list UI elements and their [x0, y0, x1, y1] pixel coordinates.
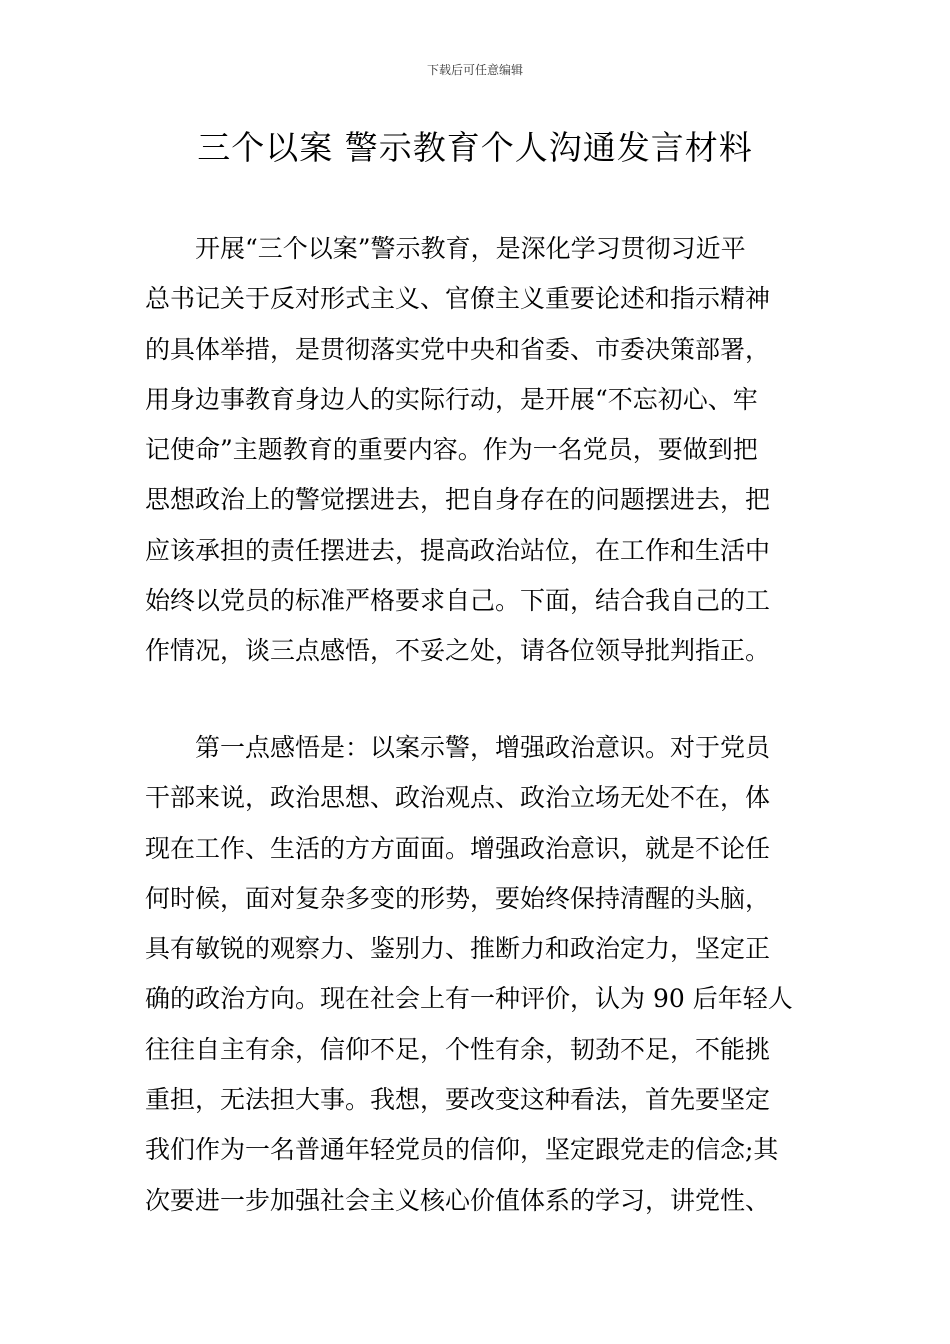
- paragraph-line: 的具体举措，是贯彻落实党中央和省委、市委决策部署，: [145, 334, 771, 364]
- paragraph-line: 确的政治方向。现在社会上有一种评价，认为 90 后年轻人: [145, 984, 793, 1014]
- paragraph-line: 何时候，面对复杂多变的形势，要始终保持清醒的头脑，: [145, 883, 771, 913]
- paragraph-line: 具有敏锐的观察力、鉴别力、推断力和政治定力，坚定正: [145, 934, 771, 964]
- paragraph-line: 开展“三个以案”警示教育，是深化学习贯彻习近平: [145, 234, 746, 263]
- paragraph-line: 重担，无法担大事。我想，要改变这种看法，首先要坚定: [145, 1085, 771, 1115]
- document-title: 三个以案 警示教育个人沟通发言材料: [197, 128, 753, 167]
- paragraph-line: 记使命”主题教育的重要内容。作为一名党员，要做到把: [145, 435, 758, 465]
- paragraph-line: 应该承担的责任摆进去，提高政治站位，在工作和生活中: [145, 535, 771, 565]
- paragraph-line: 我们作为一名普通年轻党员的信仰，坚定跟党走的信念;其: [145, 1135, 779, 1165]
- paragraph-line: 作情况，谈三点感悟，不妥之处，请各位领导批判指正。: [145, 636, 771, 666]
- paragraph-line: 次要进一步加强社会主义核心价值体系的学习，讲党性、: [145, 1185, 771, 1215]
- paragraph-intro: [145, 224, 810, 677]
- paragraph-line: 往往自主有余，信仰不足，个性有余，韧劲不足，不能挑: [145, 1034, 771, 1064]
- paragraph-line: 始终以党员的标准严格要求自己。下面，结合我自己的工: [145, 586, 771, 616]
- header-note: 下载后可任意编辑: [426, 63, 523, 77]
- paragraph-line: 用身边事教育身边人的实际行动，是开展“不忘初心、牢: [145, 384, 758, 414]
- paragraph-line: 总书记关于反对形式主义、官僚主义重要论述和指示精神: [145, 284, 771, 314]
- paragraph-line: 思想政治上的警觉摆进去，把自身存在的问题摆进去，把: [145, 485, 771, 515]
- paragraph-line: 现在工作、生活的方方面面。增强政治意识，就是不论任: [145, 833, 771, 863]
- paragraph-line: 干部来说，政治思想、政治观点、政治立场无处不在，体: [145, 783, 771, 813]
- paragraph-first-insight: [145, 723, 810, 1226]
- paragraph-line: 第一点感悟是：以案示警，增强政治意识。对于党员: [145, 733, 771, 762]
